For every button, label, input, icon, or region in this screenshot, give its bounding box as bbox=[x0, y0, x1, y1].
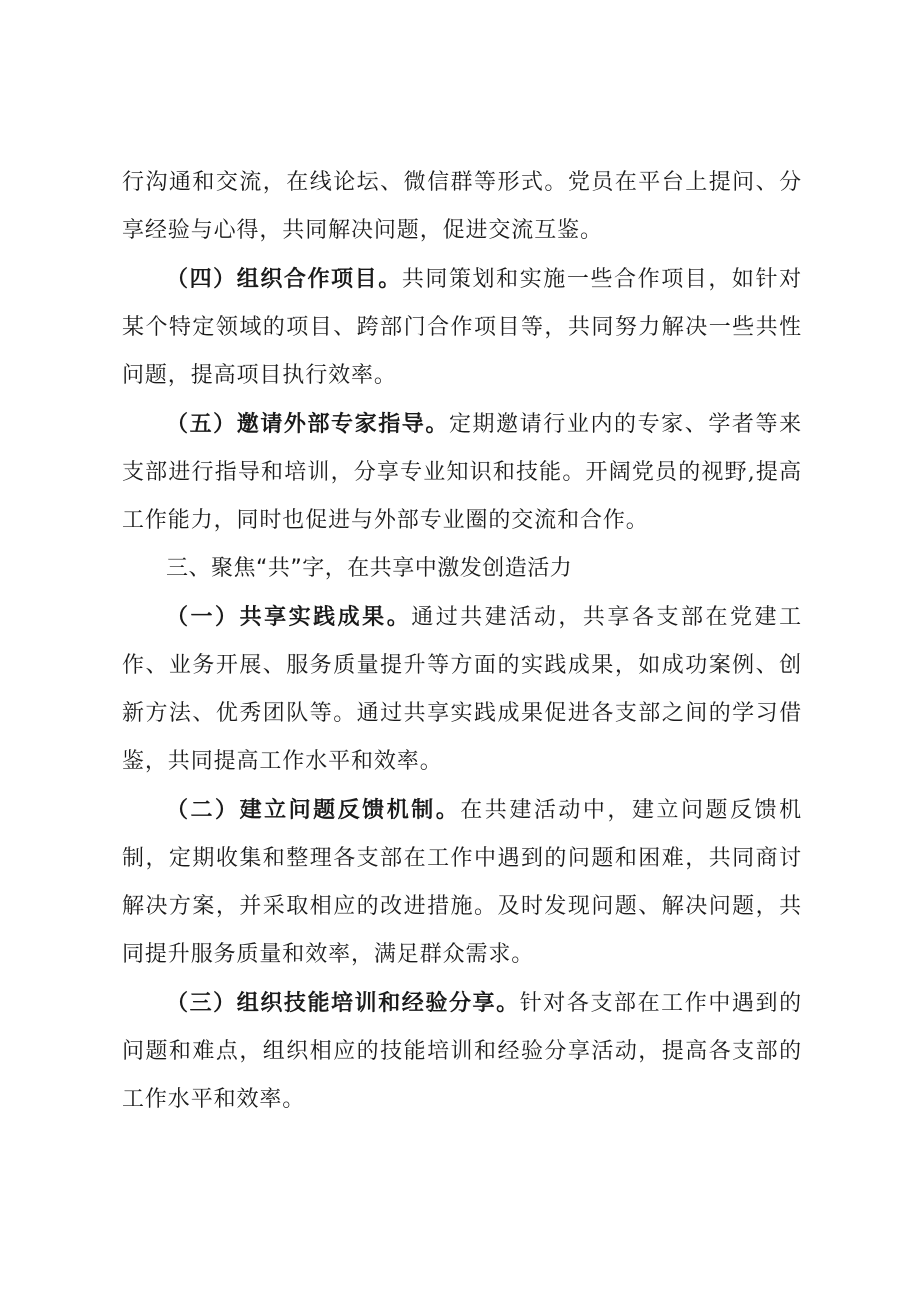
paragraph-lead: （二）建立问题反馈机制。 bbox=[166, 797, 461, 823]
paragraph-lead: （三）组织技能培训和经验分享。 bbox=[166, 990, 520, 1016]
paragraph-text: 定期邀请行业内的专家、学者等来支部进行指导和培训，分享专业知识和技能。开阔党员的视野,提高工作能力，同时也促进与外部专业圈的交流和合作。 bbox=[122, 412, 802, 533]
paragraph-text: 通过共建活动，共享各支部在党建工作、业务开展、服务质量提升等方面的实践成果，如成功案例、创新方法、优秀团队等。通过共享实践成果促进各支部之间的学习借鉴，共同提高工作水平和效率。 bbox=[122, 605, 802, 774]
paragraph-item-four bbox=[122, 255, 802, 400]
paragraph-continuation bbox=[122, 159, 802, 255]
paragraph-text: 针对各支部在工作中遇到的问题和难点，组织相应的技能培训和经验分享活动，提高各支部的工作水平和效率。 bbox=[122, 991, 802, 1112]
paragraph-lead: （五）邀请外部专家指导。 bbox=[166, 411, 449, 437]
paragraph-item-two bbox=[122, 786, 802, 979]
paragraph-lead: （四）组织合作项目。 bbox=[166, 266, 402, 292]
paragraph-text: 在共建活动中，建立问题反馈机制，定期收集和整理各支部在工作中遇到的问题和困难，共同商讨解决方案，并采取相应的改进措施。及时发现问题、解决问题，共同提升服务质量和效率，满足群众需求。 bbox=[122, 798, 802, 967]
document-body bbox=[122, 159, 802, 1124]
paragraph-item-one bbox=[122, 593, 802, 786]
section-heading: 三、聚焦“共”字，在共享中激发创造活力 bbox=[166, 556, 573, 581]
paragraph-lead: （一）共享实践成果。 bbox=[166, 604, 412, 630]
paragraph-text: 共同策划和实施一些合作项目，如针对某个特定领域的项目、跨部门合作项目等，共同努力解决一些共性问题，提高项目执行效率。 bbox=[122, 267, 802, 388]
paragraph-item-five bbox=[122, 400, 802, 545]
paragraph-text: 行沟通和交流，在线论坛、微信群等形式。党员在平台上提问、分享经验与心得，共同解决问题，促进交流互鉴。 bbox=[122, 170, 802, 243]
paragraph-item-three bbox=[122, 979, 802, 1124]
